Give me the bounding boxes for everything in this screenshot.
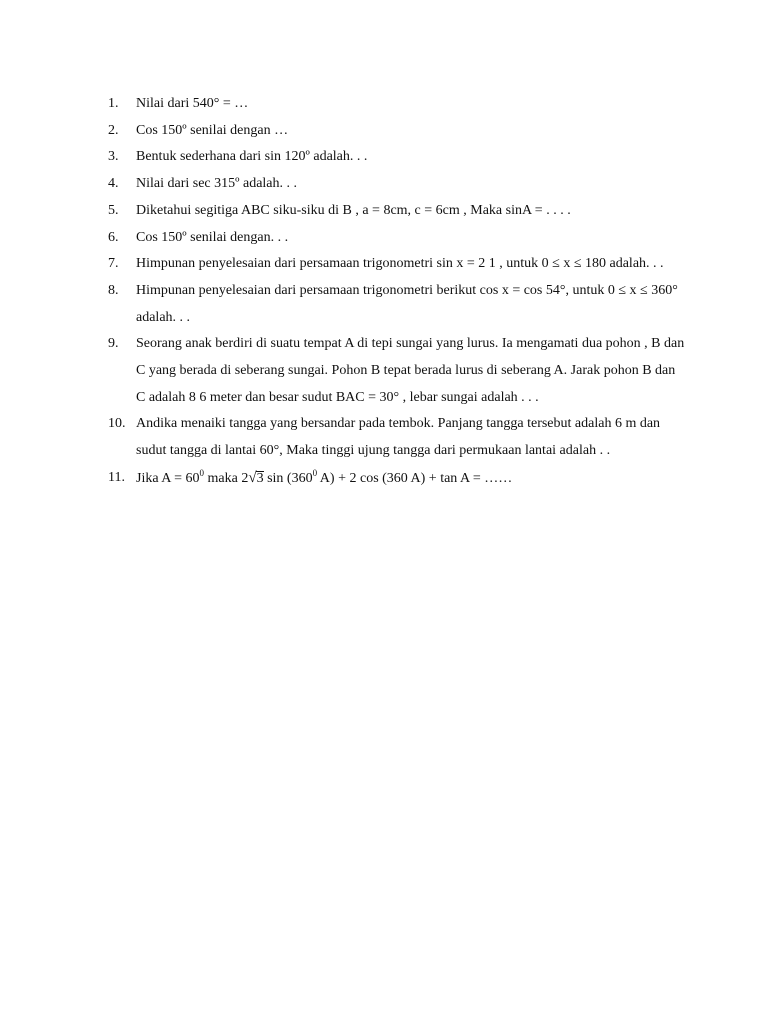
question-text: Himpunan penyelesaian dari persamaan trigonometri sin x = 2 1 , untuk 0 ≤ x ≤ 180 adalah. . . [136, 256, 664, 272]
question-10 [108, 411, 686, 464]
math-text: maka 2 [204, 470, 249, 486]
question-text: Bentuk sederhana dari sin 120º adalah. . . [136, 149, 368, 165]
question-number: 5. [108, 202, 119, 218]
question-7 [108, 251, 686, 278]
question-text: Cos 150º senilai dengan. . . [136, 229, 289, 245]
question-8 [108, 278, 686, 331]
question-text: Himpunan penyelesaian dari persamaan trigonometri berikut cos x = cos 54°, untuk 0 ≤ x ≤ 360° adalah. . . [136, 282, 678, 325]
question-number: 6. [108, 229, 119, 245]
question-5 [108, 198, 686, 225]
radical-sign: √ [248, 469, 257, 486]
math-text: A) + 2 cos (360 A) + tan A = …… [317, 470, 513, 486]
question-text: Cos 150º senilai dengan … [136, 122, 289, 138]
math-text: sin (360 [263, 470, 313, 486]
superscript: 0 [312, 467, 318, 478]
question-6 [108, 225, 686, 252]
superscript: 0 [199, 467, 205, 478]
question-text: Nilai dari sec 315º adalah. . . [136, 176, 298, 192]
question-number: 11. [108, 469, 125, 485]
question-1 [108, 91, 686, 118]
question-text: Diketahui segitiga ABC siku-siku di B , a = 8cm, c = 6cm , Maka sinA = . . . . [136, 202, 571, 218]
question-2 [108, 118, 686, 145]
question-11 [108, 465, 686, 493]
question-text: Seorang anak berdiri di suatu tempat A di tepi sungai yang lurus. Ia mengamati dua pohon , B dan C yang berada di seberang sungai. Pohon B tepat berada lurus di seberang A. Jarak pohon B dan C adalah 8 6 meter dan besar sudut BAC = 30° , lebar sungai adalah . . . [136, 336, 685, 405]
question-4 [108, 171, 686, 198]
question-number: 2. [108, 122, 119, 138]
question-number: 1. [108, 96, 119, 111]
question-text: Andika menaiki tangga yang bersandar pada tembok. Panjang tangga tersebut adalah 6 m dan sudut tangga di lantai 60°, Maka tinggi ujung tangga dari permukaan lantai adalah . . [136, 416, 661, 459]
question-list [108, 91, 686, 493]
question-number: 7. [108, 256, 119, 272]
question-number: 9. [108, 336, 119, 352]
question-text [136, 465, 686, 493]
question-9 [108, 331, 686, 411]
math-text: Jika A = 60 [136, 470, 200, 486]
question-number: 8. [108, 282, 119, 298]
radicand: 3 [256, 470, 264, 486]
question-text: Nilai dari 540° = … [136, 96, 249, 111]
question-number: 3. [108, 149, 119, 165]
question-3 [108, 144, 686, 171]
square-root [248, 465, 263, 493]
question-number: 4. [108, 176, 119, 192]
question-number: 10. [108, 416, 126, 432]
